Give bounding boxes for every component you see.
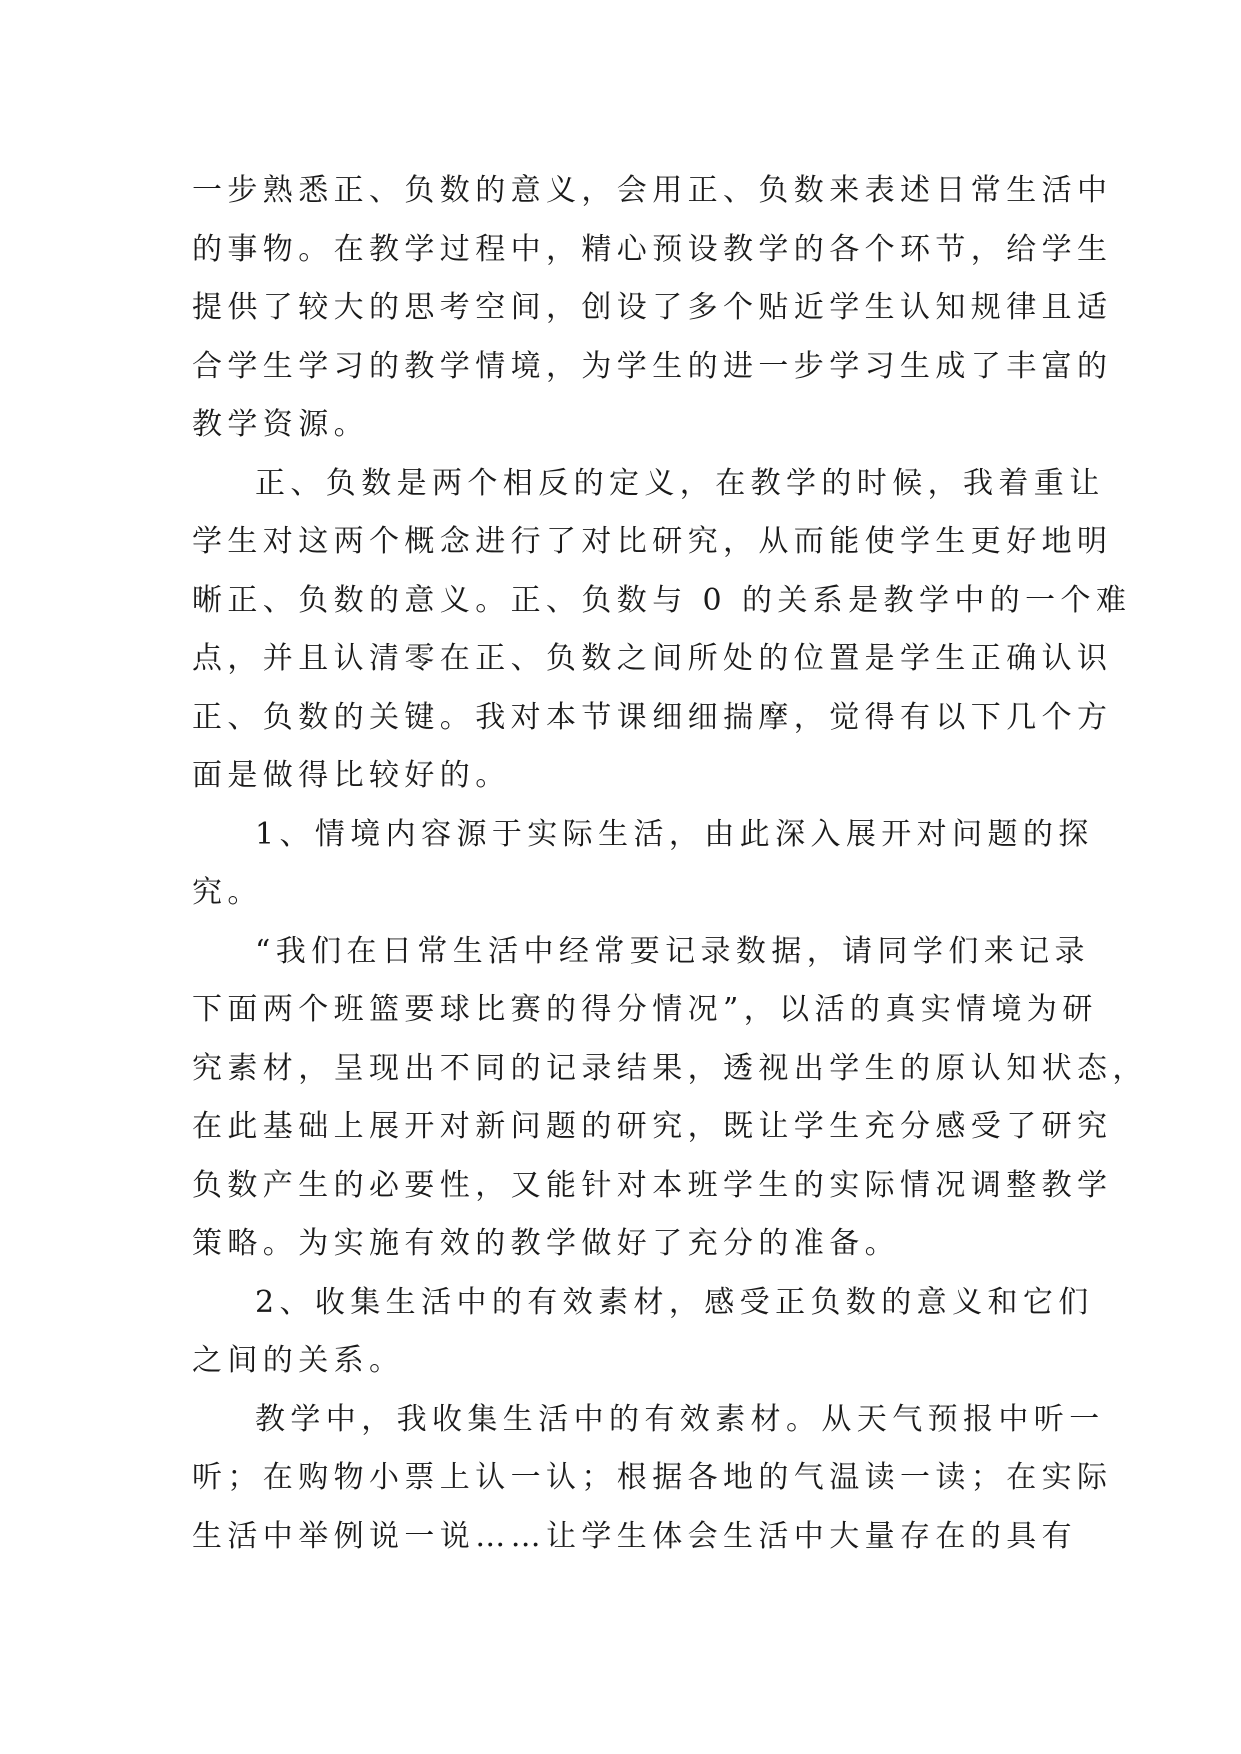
text-line: 点，并且认清零在正、负数之间所处的位置是学生正确认识 (192, 641, 1113, 676)
text-line: 晰正、负数的意义。正、负数与 0 的关系是教学中的一个难 (192, 582, 1132, 618)
paragraph-start-line: 正、负数是两个相反的定义，在教学的时候，我着重让 (255, 465, 1105, 501)
text-line: 之间的关系。 (192, 1343, 405, 1378)
heading-point-1: 1、情境内容源于实际生活，由此深入展开对问题的探 (255, 816, 1094, 852)
heading-point-2: 2、收集生活中的有效素材，感受正负数的意义和它们 (255, 1284, 1094, 1320)
body-text (192, 162, 1148, 1566)
text-line: 究。 (192, 875, 263, 910)
text-line: 听；在购物小票上认一认；根据各地的气温读一读；在实际 (192, 1460, 1113, 1495)
text-line: 正、负数的关键。我对本节课细细揣摩，觉得有以下几个方 (192, 699, 1113, 735)
paragraph-start-line: “我们在日常生活中经常要记录数据，请同学们来记录 (255, 933, 1090, 969)
text-line: 在此基础上展开对新问题的研究，既让学生充分感受了研究 (192, 1109, 1113, 1144)
text-line: 生活中举例说一说……让学生体会生活中大量存在的具有 (192, 1518, 1077, 1554)
text-line: 教学资源。 (192, 407, 369, 442)
text-line: 策略。为实施有效的教学做好了充分的准备。 (192, 1226, 900, 1261)
text-line: 学生对这两个概念进行了对比研究，从而能使学生更好地明 (192, 524, 1113, 559)
text-line: 一步熟悉正、负数的意义，会用正、负数来表述日常生活中 (192, 173, 1113, 208)
text-line: 负数产生的必要性，又能针对本班学生的实际情况调整教学 (192, 1167, 1113, 1203)
text-line: 提供了较大的思考空间，创设了多个贴近学生认知规律且适 (192, 290, 1113, 325)
text-line: 究素材，呈现出不同的记录结果，透视出学生的原认知状态， (192, 1050, 1148, 1086)
text-line: 合学生学习的教学情境，为学生的进一步学习生成了丰富的 (192, 348, 1113, 384)
text-line: 下面两个班篮要球比赛的得分情况”，以活的真实情境为研 (192, 992, 1098, 1027)
text-line: 面是做得比较好的。 (192, 758, 511, 793)
paragraph-start-line: 教学中，我收集生活中的有效素材。从天气预报中听一 (255, 1401, 1105, 1437)
text-line: 的事物。在教学过程中，精心预设教学的各个环节，给学生 (192, 231, 1113, 267)
